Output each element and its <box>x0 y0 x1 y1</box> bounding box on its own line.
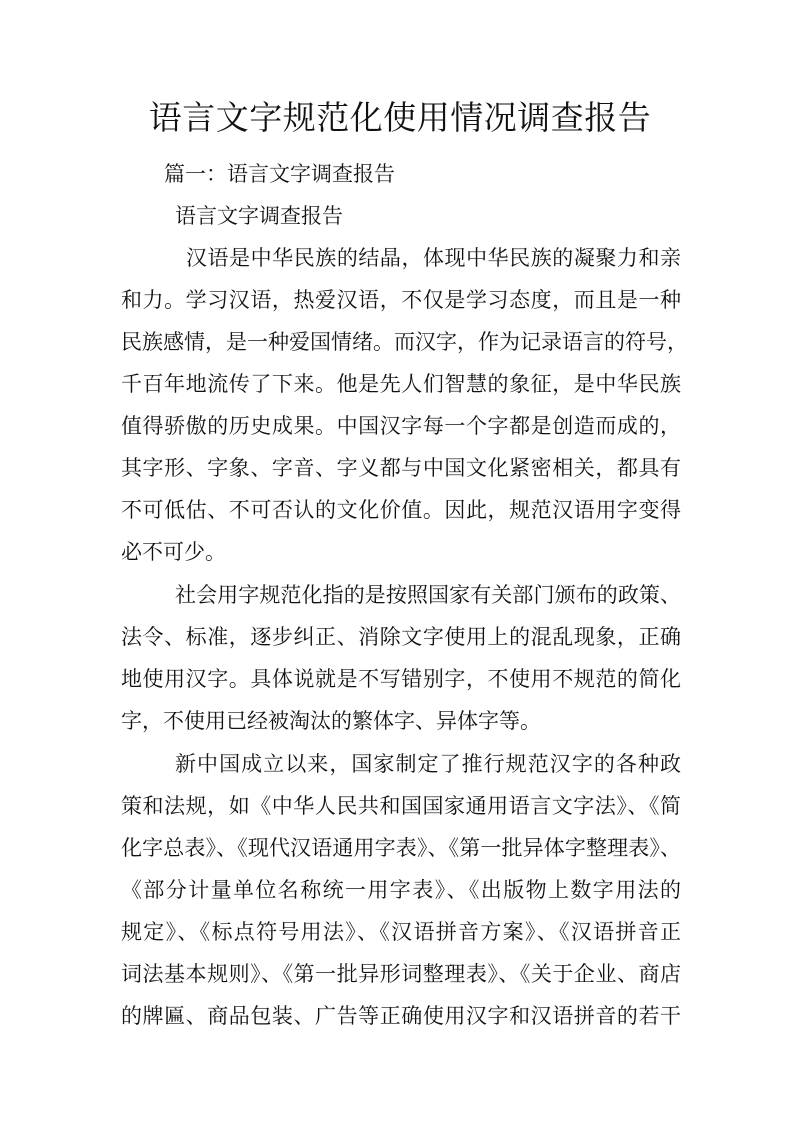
sub-heading: 语言文字调查报告 <box>175 204 343 228</box>
paragraph-line: 千百年地流传了下来。他是先人们智慧的象征，是中华民族 <box>121 372 681 396</box>
paragraph-line: 汉语是中华民族的结晶，体现中华民族的凝聚力和亲 <box>186 246 681 270</box>
paragraph-line: 值得骄傲的历史成果。中国汉字每一个字都是创造而成的， <box>121 414 681 438</box>
paragraph-line: 地使用汉字。具体说就是不写错别字，不使用不规范的简化 <box>121 667 681 691</box>
paragraph-line: 的牌匾、商品包装、广告等正确使用汉字和汉语拼音的若干 <box>121 1004 681 1028</box>
paragraph-line: 化字总表》、《现代汉语通用字表》、《第一批异体字整理表》、 <box>121 836 681 860</box>
section-heading: 篇一：语言文字调查报告 <box>164 162 395 186</box>
paragraph-line: 民族感情，是一种爱国情绪。而汉字，作为记录语言的符号， <box>121 330 688 354</box>
paragraph-line: 必不可少。 <box>121 540 226 564</box>
paragraph-line: 其字形、字象、字音、字义都与中国文化紧密相关，都具有 <box>121 456 681 480</box>
paragraph-line: 法令、标准，逐步纠正、消除文字使用上的混乱现象，正确 <box>121 625 681 649</box>
paragraph-line: 字，不使用已经被淘汰的繁体字、异体字等。 <box>121 709 541 733</box>
paragraph-line: 不可低估、不可否认的文化价值。因此，规范汉语用字变得 <box>121 498 681 522</box>
paragraph-line: 策和法规，如《中华人民共和国国家通用语言文字法》、《简 <box>121 794 681 818</box>
paragraph-line: 词法基本规则》、《第一批异形词整理表》、《关于企业、商店 <box>121 962 681 986</box>
paragraph-line: 新中国成立以来，国家制定了推行规范汉字的各种政 <box>175 752 681 776</box>
paragraph-line: 《部分计量单位名称统一用字表》、《出版物上数字用法的 <box>121 878 681 902</box>
paragraph-line: 规定》、《标点符号用法》、《汉语拼音方案》、《汉语拼音正 <box>121 920 681 944</box>
paragraph-line: 和力。学习汉语，热爱汉语，不仅是学习态度，而且是一种 <box>121 288 681 312</box>
document-title: 语言文字规范化使用情况调查报告 <box>148 98 652 137</box>
paragraph-line: 社会用字规范化指的是按照国家有关部门颁布的政策、 <box>175 583 681 607</box>
